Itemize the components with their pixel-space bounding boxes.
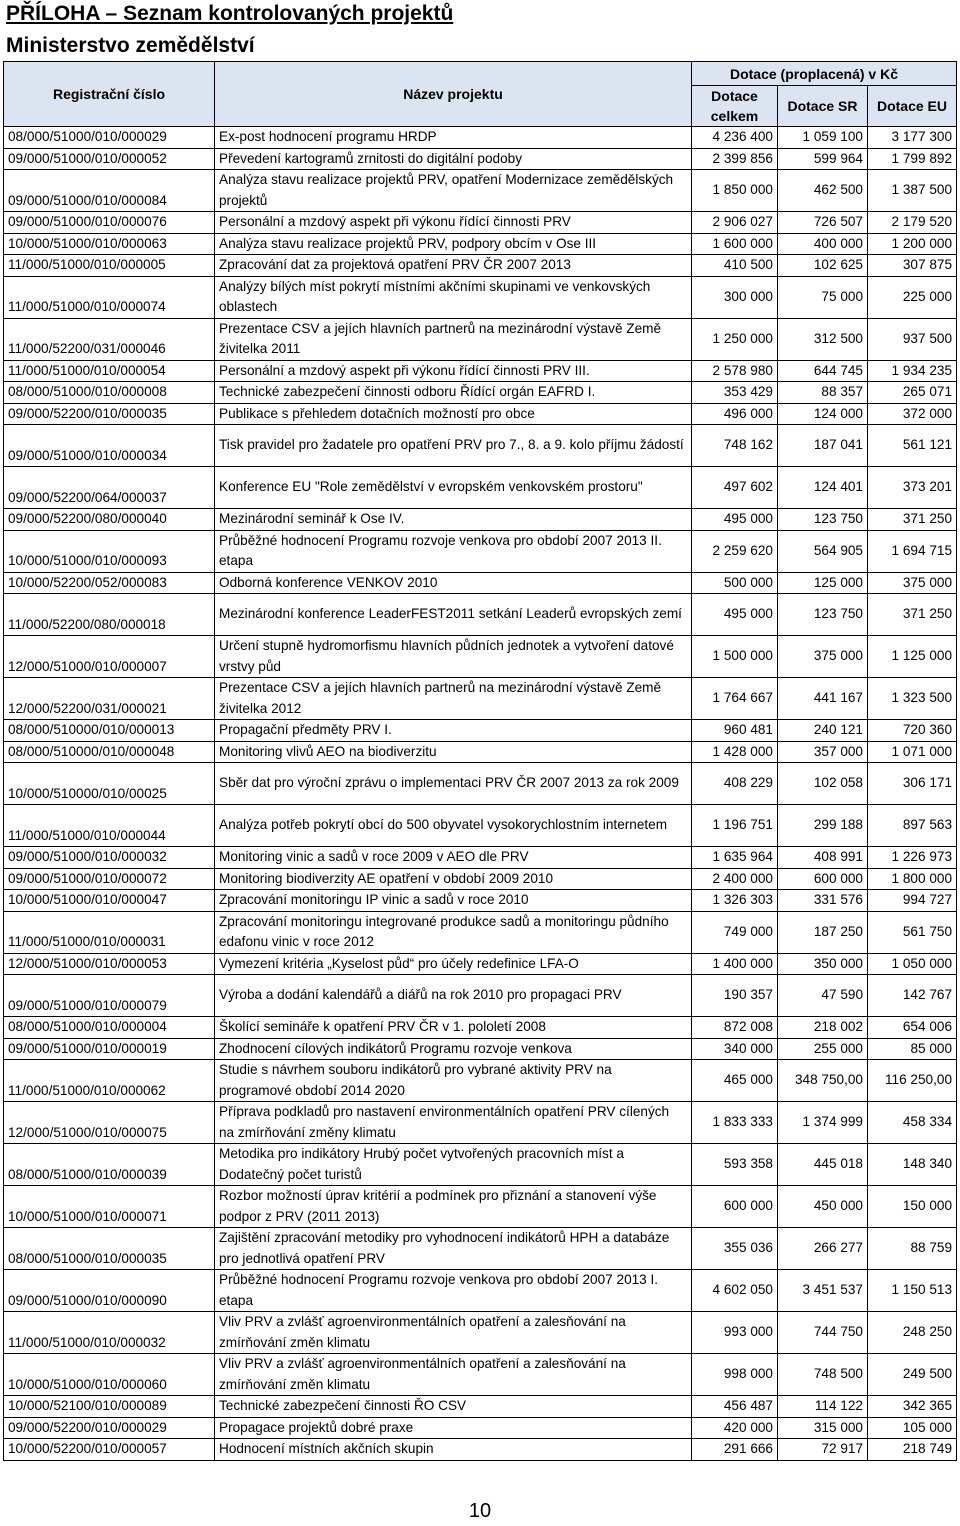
table-row [4,148,957,170]
registration-number-cell: 11/000/51000/010/000032 [4,1312,215,1354]
subsidy-eu-cell: 371 250 [868,509,957,531]
subsidy-total-cell: 872 008 [692,1017,778,1039]
subsidy-eu-cell: 85 000 [868,1038,957,1060]
subsidy-total-cell: 1 428 000 [692,741,778,763]
table-row [4,953,957,975]
registration-number-cell: 11/000/51000/010/000044 [4,805,215,847]
registration-number-cell: 08/000/510000/010/000048 [4,741,215,763]
subsidy-total-cell: 1 400 000 [692,953,778,975]
subsidy-total-cell: 1 500 000 [692,636,778,678]
subsidy-sr-cell: 1 059 100 [778,127,868,149]
subsidy-sr-cell: 564 905 [778,530,868,572]
subsidy-sr-cell: 744 750 [778,1312,868,1354]
subsidy-total-cell: 960 481 [692,720,778,742]
registration-number-cell: 08/000/51000/010/000029 [4,127,215,149]
subsidy-eu-cell: 148 340 [868,1144,957,1186]
table-row [4,382,957,404]
registration-number-cell: 11/000/51000/010/000005 [4,255,215,277]
subsidy-total-cell: 408 229 [692,763,778,805]
project-name-cell: Metodika pro indikátory Hrubý počet vytvořených pracovních míst a Dodatečný počet turistů [215,1144,692,1186]
registration-number-cell: 09/000/52200/010/000029 [4,1417,215,1439]
subsidy-total-cell: 1 635 964 [692,847,778,869]
subsidy-sr-cell: 299 188 [778,805,868,847]
subsidy-eu-cell: 2 179 520 [868,212,957,234]
subsidy-eu-cell: 248 250 [868,1312,957,1354]
subsidy-eu-cell: 1 050 000 [868,953,957,975]
subsidy-sr-cell: 255 000 [778,1038,868,1060]
project-name-cell: Hodnocení místních akčních skupin [215,1439,692,1461]
subsidy-eu-cell: 105 000 [868,1417,957,1439]
subsidy-eu-cell: 249 500 [868,1354,957,1396]
subsidy-eu-cell: 373 201 [868,467,957,509]
subsidy-sr-cell: 47 590 [778,975,868,1017]
subsidy-sr-cell: 102 625 [778,255,868,277]
subsidy-eu-cell: 150 000 [868,1186,957,1228]
project-name-cell: Školící semináře k opatření PRV ČR v 1. pololetí 2008 [215,1017,692,1039]
table-row [4,467,957,509]
registration-number-cell: 09/000/52200/080/000040 [4,509,215,531]
subsidy-sr-cell: 375 000 [778,636,868,678]
project-name-cell: Rozbor možností úprav kritérií a podmínek pro přiznání a stanovení výše podpor z PRV (2011 2013) [215,1186,692,1228]
table-row [4,212,957,234]
subsidy-sr-cell: 331 576 [778,890,868,912]
subsidy-eu-cell: 1 694 715 [868,530,957,572]
registration-number-cell: 08/000/51000/010/000039 [4,1144,215,1186]
registration-number-cell: 08/000/510000/010/000013 [4,720,215,742]
subsidy-total-cell: 497 602 [692,467,778,509]
subsidy-total-cell: 993 000 [692,1312,778,1354]
subsidy-eu-cell: 116 250,00 [868,1060,957,1102]
subsidy-sr-cell: 102 058 [778,763,868,805]
project-name-cell: Vymezení kritéria „Kyselost půd“ pro účely redefinice LFA-O [215,953,692,975]
subsidy-sr-cell: 441 167 [778,678,868,720]
registration-number-cell: 12/000/51000/010/000075 [4,1102,215,1144]
project-name-cell: Propagace projektů dobré praxe [215,1417,692,1439]
subsidy-sr-cell: 348 750,00 [778,1060,868,1102]
table-row [4,868,957,890]
subsidy-total-cell: 4 602 050 [692,1270,778,1312]
project-name-cell: Technické zabezpečení činnosti ŘO CSV [215,1396,692,1418]
subsidy-sr-cell: 3 451 537 [778,1270,868,1312]
subsidy-eu-cell: 88 759 [868,1228,957,1270]
registration-number-cell: 11/000/51000/010/000074 [4,276,215,318]
project-name-cell: Sběr dat pro výroční zprávu o implementaci PRV ČR 2007 2013 za rok 2009 [215,763,692,805]
registration-number-cell: 09/000/51000/010/000084 [4,170,215,212]
subsidy-total-cell: 495 000 [692,594,778,636]
project-name-cell: Monitoring biodiverzity AE opatření v období 2009 2010 [215,868,692,890]
subsidy-eu-cell: 561 750 [868,911,957,953]
subsidy-sr-cell: 124 000 [778,403,868,425]
header-subsidy-sr: Dotace SR [778,86,868,127]
registration-number-cell: 09/000/52200/064/000037 [4,467,215,509]
table-row [4,805,957,847]
header-registration-number: Registrační číslo [4,62,215,127]
registration-number-cell: 10/000/52100/010/000089 [4,1396,215,1418]
subsidy-eu-cell: 1 071 000 [868,741,957,763]
registration-number-cell: 08/000/51000/010/000004 [4,1017,215,1039]
table-row [4,276,957,318]
subsidy-eu-cell: 225 000 [868,276,957,318]
table-row [4,763,957,805]
project-name-cell: Tisk pravidel pro žadatele pro opatření PRV pro 7., 8. a 9. kolo příjmu žádostí [215,425,692,467]
registration-number-cell: 10/000/51000/010/000093 [4,530,215,572]
project-name-cell: Personální a mzdový aspekt při výkonu řídící činnosti PRV [215,212,692,234]
page-subtitle: Ministerstvo zemědělství [6,34,255,57]
project-name-cell: Studie s návrhem souboru indikátorů pro vybrané aktivity PRV na programové období 2014 2020 [215,1060,692,1102]
subsidy-eu-cell: 937 500 [868,318,957,360]
table-row [4,890,957,912]
subsidy-sr-cell: 124 401 [778,467,868,509]
subsidy-eu-cell: 1 200 000 [868,233,957,255]
project-name-cell: Zpracování dat za projektová opatření PRV ČR 2007 2013 [215,255,692,277]
subsidy-sr-cell: 123 750 [778,594,868,636]
registration-number-cell: 10/000/51000/010/000047 [4,890,215,912]
subsidy-sr-cell: 266 277 [778,1228,868,1270]
table-row [4,1186,957,1228]
subsidy-total-cell: 420 000 [692,1417,778,1439]
subsidy-eu-cell: 265 071 [868,382,957,404]
table-row [4,360,957,382]
project-name-cell: Průběžné hodnocení Programu rozvoje venkova pro období 2007 2013 II. etapa [215,530,692,572]
subsidy-sr-cell: 445 018 [778,1144,868,1186]
subsidy-total-cell: 456 487 [692,1396,778,1418]
table-row [4,1396,957,1418]
subsidy-sr-cell: 123 750 [778,509,868,531]
project-name-cell: Analýza potřeb pokrytí obcí do 500 obyvatel vysokorychlostním internetem [215,805,692,847]
project-name-cell: Ex-post hodnocení programu HRDP [215,127,692,149]
subsidy-sr-cell: 187 250 [778,911,868,953]
registration-number-cell: 11/000/51000/010/000054 [4,360,215,382]
project-name-cell: Odborná konference VENKOV 2010 [215,572,692,594]
header-subsidy-group: Dotace (proplacená) v Kč [692,62,957,86]
subsidy-eu-cell: 561 121 [868,425,957,467]
subsidy-eu-cell: 372 000 [868,403,957,425]
registration-number-cell: 10/000/51000/010/000060 [4,1354,215,1396]
project-name-cell: Vliv PRV a zvlášť agroenvironmentálních opatření a zalesňování na zmírňování změn klimatu [215,1312,692,1354]
subsidy-sr-cell: 450 000 [778,1186,868,1228]
subsidy-total-cell: 291 666 [692,1439,778,1461]
project-name-cell: Mezinárodní konference LeaderFEST2011 setkání Leaderů evropských zemí [215,594,692,636]
project-name-cell: Monitoring vinic a sadů v roce 2009 v AEO dle PRV [215,847,692,869]
header-subsidy-eu: Dotace EU [868,86,957,127]
table-row [4,403,957,425]
subsidy-sr-cell: 240 121 [778,720,868,742]
subsidy-total-cell: 4 236 400 [692,127,778,149]
subsidy-eu-cell: 897 563 [868,805,957,847]
registration-number-cell: 08/000/51000/010/000035 [4,1228,215,1270]
page-title: PŘÍLOHA – Seznam kontrolovaných projektů [6,2,454,25]
subsidy-total-cell: 600 000 [692,1186,778,1228]
registration-number-cell: 11/000/51000/010/000031 [4,911,215,953]
subsidy-eu-cell: 1 799 892 [868,148,957,170]
subsidy-total-cell: 1 250 000 [692,318,778,360]
table-row [4,1060,957,1102]
subsidy-total-cell: 1 196 751 [692,805,778,847]
registration-number-cell: 08/000/51000/010/000008 [4,382,215,404]
project-name-cell: Mezinárodní seminář k Ose IV. [215,509,692,531]
table-row [4,678,957,720]
project-name-cell: Určení stupně hydromorfismu hlavních půdních jednotek a vytvoření datové vrstvy půd [215,636,692,678]
subsidy-eu-cell: 306 171 [868,763,957,805]
subsidy-sr-cell: 748 500 [778,1354,868,1396]
project-name-cell: Zpracování monitoringu integrované produkce sadů a monitoringu půdního edafonu vinic v roce 2012 [215,911,692,953]
registration-number-cell: 12/000/51000/010/000053 [4,953,215,975]
subsidy-sr-cell: 1 374 999 [778,1102,868,1144]
table-row [4,636,957,678]
subsidy-total-cell: 1 833 333 [692,1102,778,1144]
table-row [4,594,957,636]
subsidy-total-cell: 2 578 980 [692,360,778,382]
subsidy-sr-cell: 72 917 [778,1439,868,1461]
subsidy-total-cell: 749 000 [692,911,778,953]
table-row [4,847,957,869]
subsidy-total-cell: 2 399 856 [692,148,778,170]
registration-number-cell: 09/000/51000/010/000079 [4,975,215,1017]
subsidy-sr-cell: 644 745 [778,360,868,382]
project-name-cell: Analýza stavu realizace projektů PRV, opatření Modernizace zemědělských projektů [215,170,692,212]
table-row [4,1312,957,1354]
registration-number-cell: 11/000/51000/010/000062 [4,1060,215,1102]
registration-number-cell: 11/000/52200/080/000018 [4,594,215,636]
project-name-cell: Monitoring vlivů AEO na biodiverzitu [215,741,692,763]
registration-number-cell: 09/000/51000/010/000052 [4,148,215,170]
subsidy-eu-cell: 375 000 [868,572,957,594]
table-row [4,425,957,467]
registration-number-cell: 09/000/51000/010/000072 [4,868,215,890]
table-row [4,1417,957,1439]
project-name-cell: Analýza stavu realizace projektů PRV, podpory obcím v Ose III [215,233,692,255]
subsidy-eu-cell: 1 387 500 [868,170,957,212]
subsidy-eu-cell: 371 250 [868,594,957,636]
registration-number-cell: 09/000/52200/010/000035 [4,403,215,425]
table-row [4,1017,957,1039]
table-row [4,1228,957,1270]
subsidy-sr-cell: 75 000 [778,276,868,318]
subsidy-total-cell: 190 357 [692,975,778,1017]
subsidy-eu-cell: 458 334 [868,1102,957,1144]
subsidy-eu-cell: 654 006 [868,1017,957,1039]
subsidy-total-cell: 496 000 [692,403,778,425]
table-row [4,1144,957,1186]
project-name-cell: Technické zabezpečení činnosti odboru Řídící orgán EAFRD I. [215,382,692,404]
subsidy-sr-cell: 350 000 [778,953,868,975]
subsidy-eu-cell: 3 177 300 [868,127,957,149]
subsidy-sr-cell: 600 000 [778,868,868,890]
table-row [4,1270,957,1312]
table-row [4,170,957,212]
subsidy-total-cell: 495 000 [692,509,778,531]
subsidy-eu-cell: 1 323 500 [868,678,957,720]
registration-number-cell: 10/000/51000/010/000071 [4,1186,215,1228]
table-row [4,911,957,953]
registration-number-cell: 12/000/51000/010/000007 [4,636,215,678]
registration-number-cell: 09/000/51000/010/000076 [4,212,215,234]
subsidy-sr-cell: 400 000 [778,233,868,255]
subsidy-eu-cell: 994 727 [868,890,957,912]
page-number: 10 [468,1500,492,1522]
subsidy-eu-cell: 720 360 [868,720,957,742]
project-name-cell: Publikace s přehledem dotačních možností pro obce [215,403,692,425]
subsidy-total-cell: 1 326 303 [692,890,778,912]
project-name-cell: Prezentace CSV a jejích hlavních partnerů na mezinárodní výstavě Země živitelka 2012 [215,678,692,720]
subsidy-total-cell: 593 358 [692,1144,778,1186]
subsidy-eu-cell: 1 150 513 [868,1270,957,1312]
subsidy-total-cell: 748 162 [692,425,778,467]
subsidy-total-cell: 2 400 000 [692,868,778,890]
project-name-cell: Výroba a dodání kalendářů a diářů na rok 2010 pro propagaci PRV [215,975,692,1017]
project-name-cell: Analýzy bílých míst pokrytí místními akčními skupinami ve venkovských oblastech [215,276,692,318]
subsidy-sr-cell: 726 507 [778,212,868,234]
registration-number-cell: 09/000/51000/010/000090 [4,1270,215,1312]
subsidy-total-cell: 998 000 [692,1354,778,1396]
subsidy-sr-cell: 187 041 [778,425,868,467]
project-name-cell: Konference EU "Role zemědělství v evropském venkovském prostoru" [215,467,692,509]
subsidy-total-cell: 500 000 [692,572,778,594]
subsidy-sr-cell: 315 000 [778,1417,868,1439]
subsidy-eu-cell: 1 125 000 [868,636,957,678]
table-body [4,127,957,1461]
subsidy-total-cell: 353 429 [692,382,778,404]
subsidy-total-cell: 2 906 027 [692,212,778,234]
subsidy-sr-cell: 462 500 [778,170,868,212]
subsidy-total-cell: 2 259 620 [692,530,778,572]
subsidy-sr-cell: 312 500 [778,318,868,360]
registration-number-cell: 11/000/52200/031/000046 [4,318,215,360]
project-name-cell: Zpracování monitoringu IP vinic a sadů v roce 2010 [215,890,692,912]
project-name-cell: Zajištění zpracování metodiky pro vyhodnocení indikátorů HPH a databáze pro jednotlivá opatření PRV [215,1228,692,1270]
project-name-cell: Vliv PRV a zvlášť agroenvironmentálních opatření a zalesňování na zmírňování změn klimatu [215,1354,692,1396]
table-row [4,1102,957,1144]
table-row [4,975,957,1017]
projects-table [3,61,957,1461]
registration-number-cell: 10/000/52200/010/000057 [4,1439,215,1461]
subsidy-eu-cell: 1 226 973 [868,847,957,869]
subsidy-total-cell: 410 500 [692,255,778,277]
subsidy-eu-cell: 342 365 [868,1396,957,1418]
subsidy-sr-cell: 599 964 [778,148,868,170]
table-row [4,1354,957,1396]
subsidy-total-cell: 1 764 667 [692,678,778,720]
registration-number-cell: 09/000/51000/010/000032 [4,847,215,869]
table-row [4,255,957,277]
table-row [4,233,957,255]
subsidy-total-cell: 1 850 000 [692,170,778,212]
subsidy-sr-cell: 125 000 [778,572,868,594]
table-row [4,1439,957,1461]
project-name-cell: Zhodnocení cílových indikátorů Programu rozvoje venkova [215,1038,692,1060]
subsidy-total-cell: 465 000 [692,1060,778,1102]
table-row [4,572,957,594]
subsidy-total-cell: 1 600 000 [692,233,778,255]
table-row [4,127,957,149]
project-name-cell: Příprava podkladů pro nastavení environmentálních opatření PRV cílených na zmírňování změny klimatu [215,1102,692,1144]
project-name-cell: Personální a mzdový aspekt při výkonu řídící činnosti PRV III. [215,360,692,382]
subsidy-total-cell: 340 000 [692,1038,778,1060]
project-name-cell: Průběžné hodnocení Programu rozvoje venkova pro období 2007 2013 I. etapa [215,1270,692,1312]
table-row [4,720,957,742]
table-row [4,741,957,763]
table-row [4,530,957,572]
subsidy-sr-cell: 88 357 [778,382,868,404]
table-row [4,509,957,531]
registration-number-cell: 09/000/51000/010/000034 [4,425,215,467]
subsidy-eu-cell: 218 749 [868,1439,957,1461]
subsidy-eu-cell: 1 800 000 [868,868,957,890]
table-row [4,318,957,360]
table-row [4,1038,957,1060]
registration-number-cell: 10/000/510000/010/00025 [4,763,215,805]
subsidy-sr-cell: 408 991 [778,847,868,869]
header-subsidy-total: Dotace celkem [692,86,778,127]
subsidy-sr-cell: 114 122 [778,1396,868,1418]
project-name-cell: Propagační předměty PRV I. [215,720,692,742]
subsidy-total-cell: 300 000 [692,276,778,318]
registration-number-cell: 10/000/52200/052/000083 [4,572,215,594]
subsidy-sr-cell: 357 000 [778,741,868,763]
project-name-cell: Převedení kartogramů zrnitosti do digitální podoby [215,148,692,170]
subsidy-total-cell: 355 036 [692,1228,778,1270]
registration-number-cell: 10/000/51000/010/000063 [4,233,215,255]
subsidy-sr-cell: 218 002 [778,1017,868,1039]
registration-number-cell: 12/000/52200/031/000021 [4,678,215,720]
subsidy-eu-cell: 142 767 [868,975,957,1017]
header-project-name: Název projektu [215,62,692,127]
project-name-cell: Prezentace CSV a jejích hlavních partnerů na mezinárodní výstavě Země živitelka 2011 [215,318,692,360]
registration-number-cell: 09/000/51000/010/000019 [4,1038,215,1060]
subsidy-eu-cell: 1 934 235 [868,360,957,382]
subsidy-eu-cell: 307 875 [868,255,957,277]
